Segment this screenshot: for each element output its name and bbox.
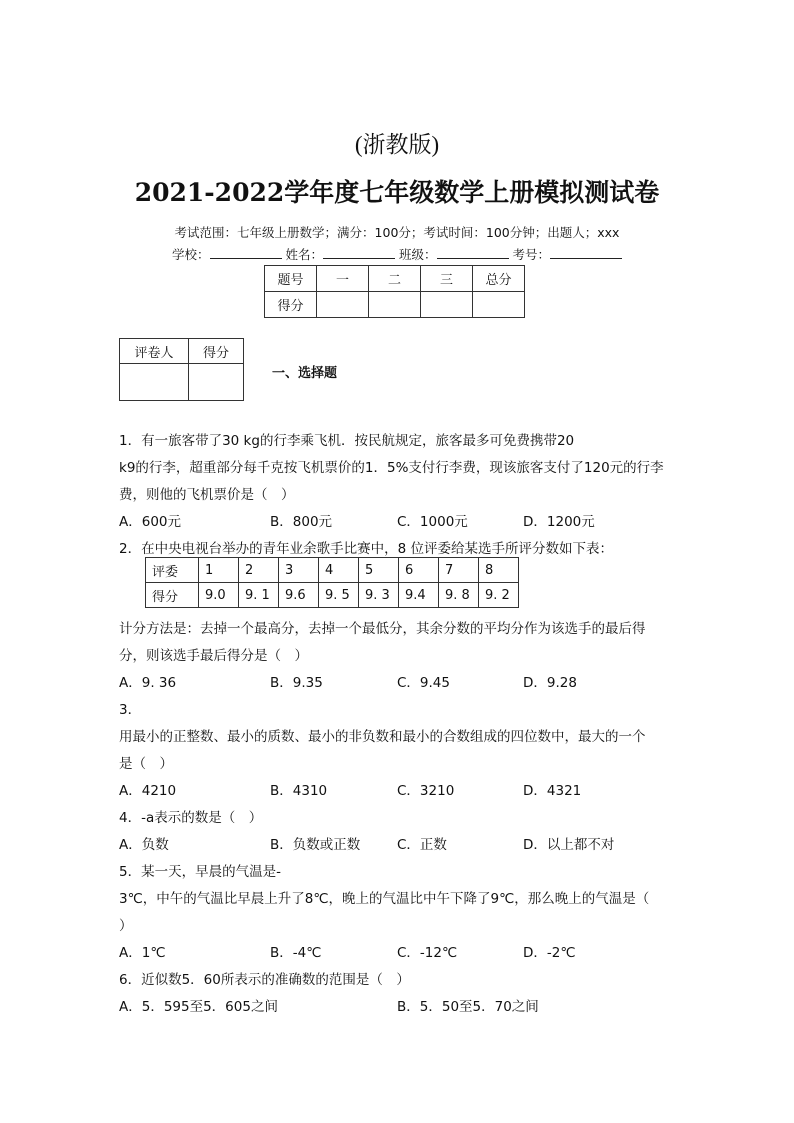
table-cell: 9. 2	[479, 583, 519, 608]
question-5-line-3: ）	[119, 918, 133, 934]
table-cell: 9. 5	[319, 583, 359, 608]
table-cell: 9. 3	[359, 583, 399, 608]
question-1-line-1: 1．有一旅客带了30 kg的行李乘飞机．按民航规定，旅客最多可免费携带20	[119, 433, 575, 449]
q5-option-a[interactable]: A．1℃	[119, 945, 166, 961]
table-cell: 9. 8	[439, 583, 479, 608]
question-1-line-3: 费，则他的飞机票价是（ ）	[119, 487, 295, 503]
table-cell: 9. 1	[239, 583, 279, 608]
score-input-cell[interactable]	[421, 292, 473, 318]
question-3-line-1: 3．	[119, 702, 142, 718]
score-table	[264, 265, 525, 318]
q4-option-d[interactable]: D．以上都不对	[523, 837, 615, 853]
exam-no-field[interactable]	[550, 246, 622, 259]
q5-option-c[interactable]: C．-12℃	[397, 945, 458, 961]
question-3-line-2: 用最小的正整数、最小的质数、最小的非负数和最小的合数组成的四位数中，最大的一个	[119, 729, 646, 745]
exam-no-label: 考号：	[512, 247, 550, 262]
table-row	[265, 292, 525, 318]
q3-option-a[interactable]: A．4210	[119, 783, 177, 799]
q5-option-d[interactable]: D．-2℃	[523, 945, 576, 961]
table-cell: 得分	[189, 339, 244, 364]
table-cell: 6	[399, 558, 439, 583]
q2-option-a[interactable]: A．9. 36	[119, 675, 177, 691]
class-field[interactable]	[437, 246, 509, 259]
table-cell: 二	[369, 266, 421, 292]
q1-option-a[interactable]: A．600元	[119, 514, 182, 530]
table-cell: 一	[317, 266, 369, 292]
score-input-cell[interactable]	[369, 292, 421, 318]
q5-option-b[interactable]: B．-4℃	[270, 945, 322, 961]
table-cell: 得分	[265, 292, 317, 318]
q2-option-c[interactable]: C．9.45	[397, 675, 450, 691]
table-cell: 4	[319, 558, 359, 583]
table-cell: 1	[199, 558, 239, 583]
question-3-line-3: 是（ ）	[119, 756, 173, 772]
q1-option-c[interactable]: C．1000元	[397, 514, 468, 530]
table-cell: 得分	[146, 583, 199, 608]
table-cell: 评卷人	[120, 339, 189, 364]
table-cell: 题号	[265, 266, 317, 292]
q2-option-d[interactable]: D．9.28	[523, 675, 577, 691]
exam-title: 2021-2022学年度七年级数学上册模拟测试卷	[134, 178, 660, 207]
judges-score-table	[145, 557, 519, 608]
q4-option-c[interactable]: C．正数	[397, 837, 447, 853]
table-cell: 5	[359, 558, 399, 583]
grader-input-cell[interactable]	[120, 364, 189, 401]
table-cell: 三	[421, 266, 473, 292]
table-cell: 9.0	[199, 583, 239, 608]
q4-option-b[interactable]: B．负数或正数	[270, 837, 361, 853]
question-2-line-2: 计分方法是：去掉一个最高分，去掉一个最低分，其余分数的平均分作为该选手的最后得	[119, 621, 646, 637]
exam-meta: 考试范围：七年级上册数学；满分：100分；考试时间：100分钟；出题人；xxx	[174, 225, 620, 240]
table-row	[120, 339, 244, 364]
table-cell: 9.4	[399, 583, 439, 608]
table-cell: 3	[279, 558, 319, 583]
q3-option-b[interactable]: B．4310	[270, 783, 328, 799]
question-6-line-1: 6．近似数5．60所表示的准确数的范围是（ ）	[119, 972, 410, 988]
table-cell: 评委	[146, 558, 199, 583]
q1-option-d[interactable]: D．1200元	[523, 514, 595, 530]
exam-edition: (浙教版)	[354, 132, 440, 157]
table-cell: 总分	[473, 266, 525, 292]
q3-option-c[interactable]: C．3210	[397, 783, 455, 799]
score-input-cell[interactable]	[317, 292, 369, 318]
table-row	[146, 583, 519, 608]
table-row	[146, 558, 519, 583]
table-cell: 8	[479, 558, 519, 583]
question-5-line-2: 3℃，中午的气温比早晨上升了8℃，晚上的气温比中午下降了9℃，那么晚上的气温是（	[119, 891, 650, 907]
name-label: 姓名：	[285, 247, 323, 262]
question-5-line-1: 5．某一天，早晨的气温是-	[119, 864, 281, 880]
score-input-cell[interactable]	[473, 292, 525, 318]
q1-option-b[interactable]: B．800元	[270, 514, 333, 530]
section-heading: 一、选择题	[272, 366, 338, 381]
school-label: 学校：	[171, 247, 210, 262]
grader-score-cell[interactable]	[189, 364, 244, 401]
grader-table	[119, 338, 244, 401]
q6-option-a[interactable]: A．5．595至5．605之间	[119, 999, 278, 1015]
class-label: 班级：	[398, 247, 437, 262]
table-cell: 7	[439, 558, 479, 583]
q6-option-b[interactable]: B．5．50至5．70之间	[397, 999, 539, 1015]
table-cell: 2	[239, 558, 279, 583]
table-cell: 9.6	[279, 583, 319, 608]
question-2-line-1: 2．在中央电视台举办的青年业余歌手比赛中，8 位评委给某选手所评分数如下表：	[119, 541, 613, 557]
question-4-line-1: 4．-a表示的数是（ ）	[119, 810, 263, 826]
question-1-line-2: k9的行李，超重部分每千克按飞机票价的1．5%支付行李费，现该旅客支付了120元的行李	[119, 460, 664, 476]
q2-option-b[interactable]: B．9.35	[270, 675, 323, 691]
table-row	[120, 364, 244, 401]
table-row	[265, 266, 525, 292]
question-2-line-3: 分，则该选手最后得分是（ ）	[119, 648, 308, 664]
q3-option-d[interactable]: D．4321	[523, 783, 582, 799]
student-info-line	[0, 245, 794, 263]
name-field[interactable]	[323, 246, 395, 259]
q4-option-a[interactable]: A．负数	[119, 837, 169, 853]
school-field[interactable]	[210, 246, 282, 259]
